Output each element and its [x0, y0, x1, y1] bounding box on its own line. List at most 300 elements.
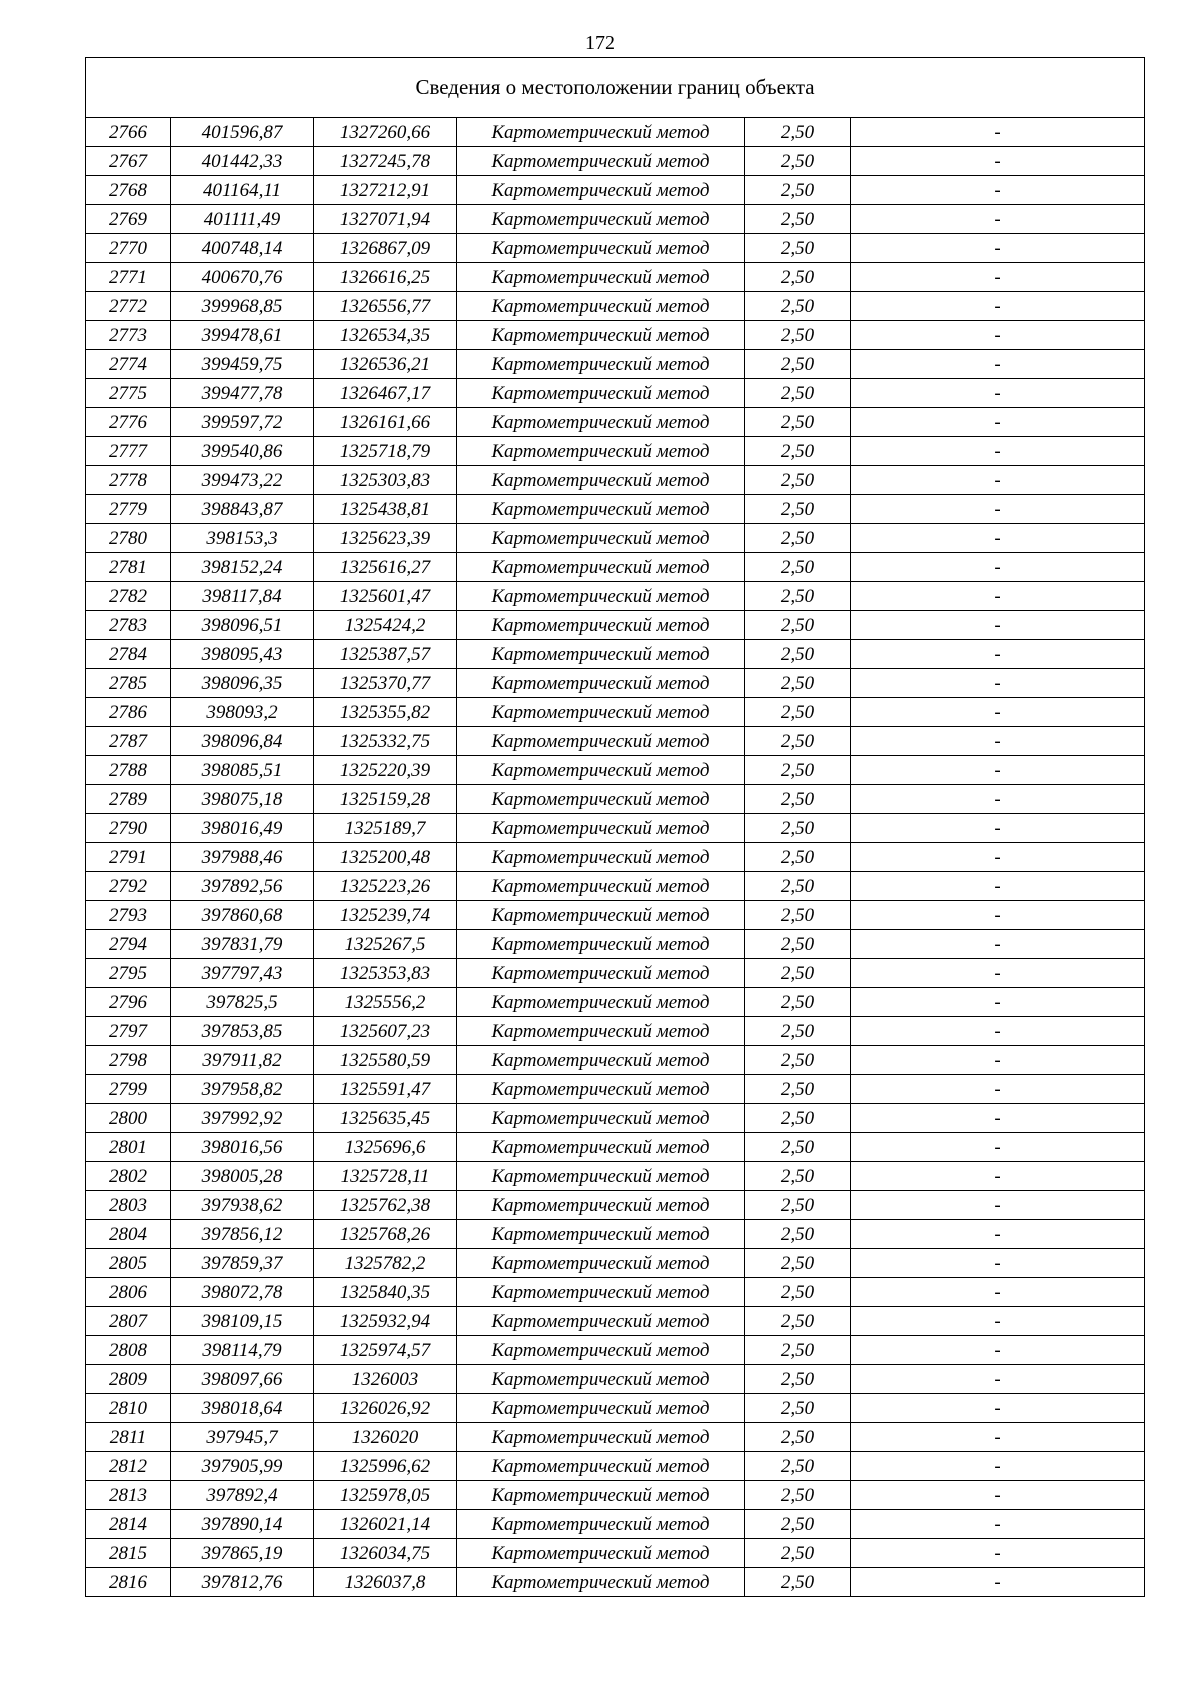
accuracy-cell: 2,50: [745, 756, 851, 785]
y-coordinate-cell: 1325996,62: [314, 1452, 457, 1481]
x-coordinate-cell: 397831,79: [171, 930, 314, 959]
accuracy-cell: 2,50: [745, 1510, 851, 1539]
table-row: [86, 1307, 1145, 1336]
method-cell: Картометрический метод: [457, 350, 745, 379]
accuracy-cell: 2,50: [745, 1452, 851, 1481]
x-coordinate-cell: 399459,75: [171, 350, 314, 379]
y-coordinate-cell: 1326536,21: [314, 350, 457, 379]
x-coordinate-cell: 398096,84: [171, 727, 314, 756]
y-coordinate-cell: 1326034,75: [314, 1539, 457, 1568]
method-cell: Картометрический метод: [457, 379, 745, 408]
x-coordinate-cell: 398016,56: [171, 1133, 314, 1162]
table-row: [86, 727, 1145, 756]
note-cell: -: [851, 1278, 1145, 1307]
method-cell: Картометрический метод: [457, 1481, 745, 1510]
point-number-cell: 2809: [86, 1365, 171, 1394]
note-cell: -: [851, 1191, 1145, 1220]
table-row: [86, 350, 1145, 379]
point-number-cell: 2768: [86, 176, 171, 205]
accuracy-cell: 2,50: [745, 582, 851, 611]
note-cell: -: [851, 611, 1145, 640]
table-row: [86, 901, 1145, 930]
table-title-row: [86, 58, 1145, 118]
accuracy-cell: 2,50: [745, 959, 851, 988]
point-number-cell: 2773: [86, 321, 171, 350]
point-number-cell: 2799: [86, 1075, 171, 1104]
note-cell: -: [851, 756, 1145, 785]
accuracy-cell: 2,50: [745, 872, 851, 901]
method-cell: Картометрический метод: [457, 118, 745, 147]
note-cell: -: [851, 1220, 1145, 1249]
point-number-cell: 2775: [86, 379, 171, 408]
method-cell: Картометрический метод: [457, 959, 745, 988]
y-coordinate-cell: 1325840,35: [314, 1278, 457, 1307]
table-row: [86, 379, 1145, 408]
method-cell: Картометрический метод: [457, 756, 745, 785]
y-coordinate-cell: 1325267,5: [314, 930, 457, 959]
note-cell: -: [851, 524, 1145, 553]
x-coordinate-cell: 397812,76: [171, 1568, 314, 1597]
x-coordinate-cell: 397865,19: [171, 1539, 314, 1568]
table-row: [86, 698, 1145, 727]
accuracy-cell: 2,50: [745, 785, 851, 814]
point-number-cell: 2781: [86, 553, 171, 582]
table-row: [86, 988, 1145, 1017]
x-coordinate-cell: 397945,7: [171, 1423, 314, 1452]
accuracy-cell: 2,50: [745, 1133, 851, 1162]
accuracy-cell: 2,50: [745, 408, 851, 437]
x-coordinate-cell: 398843,87: [171, 495, 314, 524]
table-row: [86, 1510, 1145, 1539]
y-coordinate-cell: 1325189,7: [314, 814, 457, 843]
method-cell: Картометрический метод: [457, 1104, 745, 1133]
point-number-cell: 2796: [86, 988, 171, 1017]
point-number-cell: 2771: [86, 263, 171, 292]
method-cell: Картометрический метод: [457, 640, 745, 669]
y-coordinate-cell: 1326037,8: [314, 1568, 457, 1597]
point-number-cell: 2803: [86, 1191, 171, 1220]
accuracy-cell: 2,50: [745, 263, 851, 292]
method-cell: Картометрический метод: [457, 553, 745, 582]
x-coordinate-cell: 397890,14: [171, 1510, 314, 1539]
table-row: [86, 263, 1145, 292]
x-coordinate-cell: 399968,85: [171, 292, 314, 321]
y-coordinate-cell: 1325623,39: [314, 524, 457, 553]
point-number-cell: 2806: [86, 1278, 171, 1307]
accuracy-cell: 2,50: [745, 1336, 851, 1365]
x-coordinate-cell: 397797,43: [171, 959, 314, 988]
accuracy-cell: 2,50: [745, 321, 851, 350]
accuracy-cell: 2,50: [745, 205, 851, 234]
accuracy-cell: 2,50: [745, 988, 851, 1017]
x-coordinate-cell: 397905,99: [171, 1452, 314, 1481]
method-cell: Картометрический метод: [457, 901, 745, 930]
point-number-cell: 2769: [86, 205, 171, 234]
point-number-cell: 2808: [86, 1336, 171, 1365]
method-cell: Картометрический метод: [457, 321, 745, 350]
point-number-cell: 2815: [86, 1539, 171, 1568]
accuracy-cell: 2,50: [745, 1075, 851, 1104]
table-row: [86, 176, 1145, 205]
note-cell: -: [851, 321, 1145, 350]
accuracy-cell: 2,50: [745, 1191, 851, 1220]
note-cell: -: [851, 698, 1145, 727]
x-coordinate-cell: 398072,78: [171, 1278, 314, 1307]
method-cell: Картометрический метод: [457, 1075, 745, 1104]
method-cell: Картометрический метод: [457, 495, 745, 524]
y-coordinate-cell: 1327212,91: [314, 176, 457, 205]
y-coordinate-cell: 1327071,94: [314, 205, 457, 234]
method-cell: Картометрический метод: [457, 930, 745, 959]
method-cell: Картометрический метод: [457, 1220, 745, 1249]
x-coordinate-cell: 397853,85: [171, 1017, 314, 1046]
method-cell: Картометрический метод: [457, 292, 745, 321]
method-cell: Картометрический метод: [457, 785, 745, 814]
y-coordinate-cell: 1325601,47: [314, 582, 457, 611]
accuracy-cell: 2,50: [745, 814, 851, 843]
accuracy-cell: 2,50: [745, 901, 851, 930]
point-number-cell: 2804: [86, 1220, 171, 1249]
point-number-cell: 2776: [86, 408, 171, 437]
note-cell: -: [851, 1452, 1145, 1481]
table-row: [86, 1104, 1145, 1133]
x-coordinate-cell: 399597,72: [171, 408, 314, 437]
table-row: [86, 147, 1145, 176]
y-coordinate-cell: 1325220,39: [314, 756, 457, 785]
y-coordinate-cell: 1325424,2: [314, 611, 457, 640]
table-row: [86, 205, 1145, 234]
accuracy-cell: 2,50: [745, 1220, 851, 1249]
note-cell: -: [851, 930, 1145, 959]
note-cell: -: [851, 1017, 1145, 1046]
point-number-cell: 2784: [86, 640, 171, 669]
accuracy-cell: 2,50: [745, 234, 851, 263]
accuracy-cell: 2,50: [745, 292, 851, 321]
x-coordinate-cell: 398117,84: [171, 582, 314, 611]
table-row: [86, 872, 1145, 901]
method-cell: Картометрический метод: [457, 988, 745, 1017]
x-coordinate-cell: 400670,76: [171, 263, 314, 292]
method-cell: Картометрический метод: [457, 1162, 745, 1191]
table-row: [86, 1017, 1145, 1046]
accuracy-cell: 2,50: [745, 495, 851, 524]
point-number-cell: 2788: [86, 756, 171, 785]
point-number-cell: 2783: [86, 611, 171, 640]
y-coordinate-cell: 1326467,17: [314, 379, 457, 408]
table-row: [86, 1046, 1145, 1075]
point-number-cell: 2766: [86, 118, 171, 147]
method-cell: Картометрический метод: [457, 698, 745, 727]
note-cell: -: [851, 147, 1145, 176]
x-coordinate-cell: 398085,51: [171, 756, 314, 785]
method-cell: Картометрический метод: [457, 234, 745, 263]
x-coordinate-cell: 400748,14: [171, 234, 314, 263]
table-row: [86, 1278, 1145, 1307]
table-row: [86, 1220, 1145, 1249]
accuracy-cell: 2,50: [745, 1568, 851, 1597]
point-number-cell: 2813: [86, 1481, 171, 1510]
note-cell: -: [851, 466, 1145, 495]
accuracy-cell: 2,50: [745, 930, 851, 959]
page-number: 172: [585, 32, 615, 54]
x-coordinate-cell: 397859,37: [171, 1249, 314, 1278]
x-coordinate-cell: 401111,49: [171, 205, 314, 234]
table-row: [86, 611, 1145, 640]
method-cell: Картометрический метод: [457, 1017, 745, 1046]
y-coordinate-cell: 1325332,75: [314, 727, 457, 756]
y-coordinate-cell: 1325696,6: [314, 1133, 457, 1162]
y-coordinate-cell: 1325728,11: [314, 1162, 457, 1191]
note-cell: -: [851, 1075, 1145, 1104]
accuracy-cell: 2,50: [745, 1104, 851, 1133]
table-row: [86, 1365, 1145, 1394]
accuracy-cell: 2,50: [745, 1539, 851, 1568]
method-cell: Картометрический метод: [457, 466, 745, 495]
point-number-cell: 2793: [86, 901, 171, 930]
x-coordinate-cell: 401442,33: [171, 147, 314, 176]
point-number-cell: 2780: [86, 524, 171, 553]
point-number-cell: 2772: [86, 292, 171, 321]
boundary-coordinates-table: [85, 57, 1145, 1597]
accuracy-cell: 2,50: [745, 1481, 851, 1510]
method-cell: Картометрический метод: [457, 205, 745, 234]
note-cell: -: [851, 408, 1145, 437]
note-cell: -: [851, 785, 1145, 814]
point-number-cell: 2770: [86, 234, 171, 263]
y-coordinate-cell: 1326026,92: [314, 1394, 457, 1423]
point-number-cell: 2802: [86, 1162, 171, 1191]
method-cell: Картометрический метод: [457, 1394, 745, 1423]
point-number-cell: 2814: [86, 1510, 171, 1539]
table-row: [86, 1568, 1145, 1597]
note-cell: -: [851, 495, 1145, 524]
method-cell: Картометрический метод: [457, 1365, 745, 1394]
x-coordinate-cell: 397825,5: [171, 988, 314, 1017]
x-coordinate-cell: 398152,24: [171, 553, 314, 582]
table-row: [86, 1394, 1145, 1423]
point-number-cell: 2792: [86, 872, 171, 901]
x-coordinate-cell: 397892,4: [171, 1481, 314, 1510]
method-cell: Картометрический метод: [457, 582, 745, 611]
accuracy-cell: 2,50: [745, 669, 851, 698]
accuracy-cell: 2,50: [745, 640, 851, 669]
point-number-cell: 2810: [86, 1394, 171, 1423]
y-coordinate-cell: 1326534,35: [314, 321, 457, 350]
note-cell: -: [851, 176, 1145, 205]
note-cell: -: [851, 1046, 1145, 1075]
note-cell: -: [851, 350, 1145, 379]
point-number-cell: 2767: [86, 147, 171, 176]
table-row: [86, 843, 1145, 872]
method-cell: Картометрический метод: [457, 1568, 745, 1597]
x-coordinate-cell: 401596,87: [171, 118, 314, 147]
accuracy-cell: 2,50: [745, 1423, 851, 1452]
point-number-cell: 2816: [86, 1568, 171, 1597]
accuracy-cell: 2,50: [745, 1278, 851, 1307]
point-number-cell: 2786: [86, 698, 171, 727]
accuracy-cell: 2,50: [745, 1394, 851, 1423]
y-coordinate-cell: 1325556,2: [314, 988, 457, 1017]
note-cell: -: [851, 1336, 1145, 1365]
x-coordinate-cell: 397992,92: [171, 1104, 314, 1133]
table-row: [86, 321, 1145, 350]
y-coordinate-cell: 1325978,05: [314, 1481, 457, 1510]
point-number-cell: 2777: [86, 437, 171, 466]
table-row: [86, 959, 1145, 988]
y-coordinate-cell: 1326616,25: [314, 263, 457, 292]
method-cell: Картометрический метод: [457, 1191, 745, 1220]
note-cell: -: [851, 1249, 1145, 1278]
x-coordinate-cell: 399540,86: [171, 437, 314, 466]
y-coordinate-cell: 1325438,81: [314, 495, 457, 524]
y-coordinate-cell: 1327260,66: [314, 118, 457, 147]
y-coordinate-cell: 1325200,48: [314, 843, 457, 872]
point-number-cell: 2774: [86, 350, 171, 379]
y-coordinate-cell: 1327245,78: [314, 147, 457, 176]
accuracy-cell: 2,50: [745, 147, 851, 176]
x-coordinate-cell: 397958,82: [171, 1075, 314, 1104]
y-coordinate-cell: 1326161,66: [314, 408, 457, 437]
method-cell: Картометрический метод: [457, 263, 745, 292]
method-cell: Картометрический метод: [457, 1046, 745, 1075]
x-coordinate-cell: 399478,61: [171, 321, 314, 350]
method-cell: Картометрический метод: [457, 1510, 745, 1539]
table-row: [86, 292, 1145, 321]
y-coordinate-cell: 1326003: [314, 1365, 457, 1394]
method-cell: Картометрический метод: [457, 814, 745, 843]
accuracy-cell: 2,50: [745, 350, 851, 379]
method-cell: Картометрический метод: [457, 408, 745, 437]
accuracy-cell: 2,50: [745, 1162, 851, 1191]
point-number-cell: 2805: [86, 1249, 171, 1278]
table-row: [86, 1191, 1145, 1220]
method-cell: Картометрический метод: [457, 437, 745, 466]
note-cell: -: [851, 640, 1145, 669]
method-cell: Картометрический метод: [457, 1539, 745, 1568]
note-cell: -: [851, 1104, 1145, 1133]
method-cell: Картометрический метод: [457, 872, 745, 901]
y-coordinate-cell: 1325974,57: [314, 1336, 457, 1365]
point-number-cell: 2798: [86, 1046, 171, 1075]
accuracy-cell: 2,50: [745, 1046, 851, 1075]
point-number-cell: 2811: [86, 1423, 171, 1452]
note-cell: -: [851, 814, 1145, 843]
x-coordinate-cell: 398097,66: [171, 1365, 314, 1394]
method-cell: Картометрический метод: [457, 1452, 745, 1481]
table-row: [86, 1133, 1145, 1162]
point-number-cell: 2795: [86, 959, 171, 988]
note-cell: -: [851, 263, 1145, 292]
accuracy-cell: 2,50: [745, 1307, 851, 1336]
table-row: [86, 1539, 1145, 1568]
x-coordinate-cell: 399473,22: [171, 466, 314, 495]
x-coordinate-cell: 397938,62: [171, 1191, 314, 1220]
table-row: [86, 1075, 1145, 1104]
x-coordinate-cell: 398114,79: [171, 1336, 314, 1365]
method-cell: Картометрический метод: [457, 727, 745, 756]
point-number-cell: 2778: [86, 466, 171, 495]
note-cell: -: [851, 1162, 1145, 1191]
y-coordinate-cell: 1325580,59: [314, 1046, 457, 1075]
table-row: [86, 1249, 1145, 1278]
point-number-cell: 2785: [86, 669, 171, 698]
table-row: [86, 1452, 1145, 1481]
note-cell: -: [851, 669, 1145, 698]
table-row: [86, 234, 1145, 263]
x-coordinate-cell: 397856,12: [171, 1220, 314, 1249]
point-number-cell: 2794: [86, 930, 171, 959]
point-number-cell: 2789: [86, 785, 171, 814]
y-coordinate-cell: 1326021,14: [314, 1510, 457, 1539]
x-coordinate-cell: 398005,28: [171, 1162, 314, 1191]
method-cell: Картометрический метод: [457, 843, 745, 872]
note-cell: -: [851, 1307, 1145, 1336]
note-cell: -: [851, 582, 1145, 611]
x-coordinate-cell: 397860,68: [171, 901, 314, 930]
method-cell: Картометрический метод: [457, 1278, 745, 1307]
x-coordinate-cell: 398153,3: [171, 524, 314, 553]
table-row: [86, 1423, 1145, 1452]
note-cell: -: [851, 727, 1145, 756]
x-coordinate-cell: 398096,35: [171, 669, 314, 698]
table-row: [86, 640, 1145, 669]
note-cell: -: [851, 1133, 1145, 1162]
accuracy-cell: 2,50: [745, 524, 851, 553]
y-coordinate-cell: 1325607,23: [314, 1017, 457, 1046]
table-row: [86, 118, 1145, 147]
x-coordinate-cell: 398109,15: [171, 1307, 314, 1336]
point-number-cell: 2812: [86, 1452, 171, 1481]
x-coordinate-cell: 398075,18: [171, 785, 314, 814]
x-coordinate-cell: 398018,64: [171, 1394, 314, 1423]
method-cell: Картометрический метод: [457, 524, 745, 553]
point-number-cell: 2791: [86, 843, 171, 872]
point-number-cell: 2790: [86, 814, 171, 843]
method-cell: Картометрический метод: [457, 1307, 745, 1336]
accuracy-cell: 2,50: [745, 698, 851, 727]
table-row: [86, 785, 1145, 814]
table-row: [86, 495, 1145, 524]
point-number-cell: 2797: [86, 1017, 171, 1046]
table-row: [86, 756, 1145, 785]
note-cell: -: [851, 1394, 1145, 1423]
y-coordinate-cell: 1325768,26: [314, 1220, 457, 1249]
note-cell: -: [851, 292, 1145, 321]
accuracy-cell: 2,50: [745, 843, 851, 872]
x-coordinate-cell: 397892,56: [171, 872, 314, 901]
note-cell: -: [851, 553, 1145, 582]
point-number-cell: 2800: [86, 1104, 171, 1133]
y-coordinate-cell: 1325370,77: [314, 669, 457, 698]
y-coordinate-cell: 1325239,74: [314, 901, 457, 930]
accuracy-cell: 2,50: [745, 1017, 851, 1046]
table-body: [86, 118, 1145, 1597]
x-coordinate-cell: 398095,43: [171, 640, 314, 669]
note-cell: -: [851, 1423, 1145, 1452]
table-row: [86, 466, 1145, 495]
method-cell: Картометрический метод: [457, 669, 745, 698]
table-row: [86, 1481, 1145, 1510]
note-cell: -: [851, 379, 1145, 408]
method-cell: Картометрический метод: [457, 176, 745, 205]
accuracy-cell: 2,50: [745, 466, 851, 495]
accuracy-cell: 2,50: [745, 379, 851, 408]
note-cell: -: [851, 988, 1145, 1017]
note-cell: -: [851, 205, 1145, 234]
y-coordinate-cell: 1325223,26: [314, 872, 457, 901]
note-cell: -: [851, 1481, 1145, 1510]
table-row: [86, 669, 1145, 698]
